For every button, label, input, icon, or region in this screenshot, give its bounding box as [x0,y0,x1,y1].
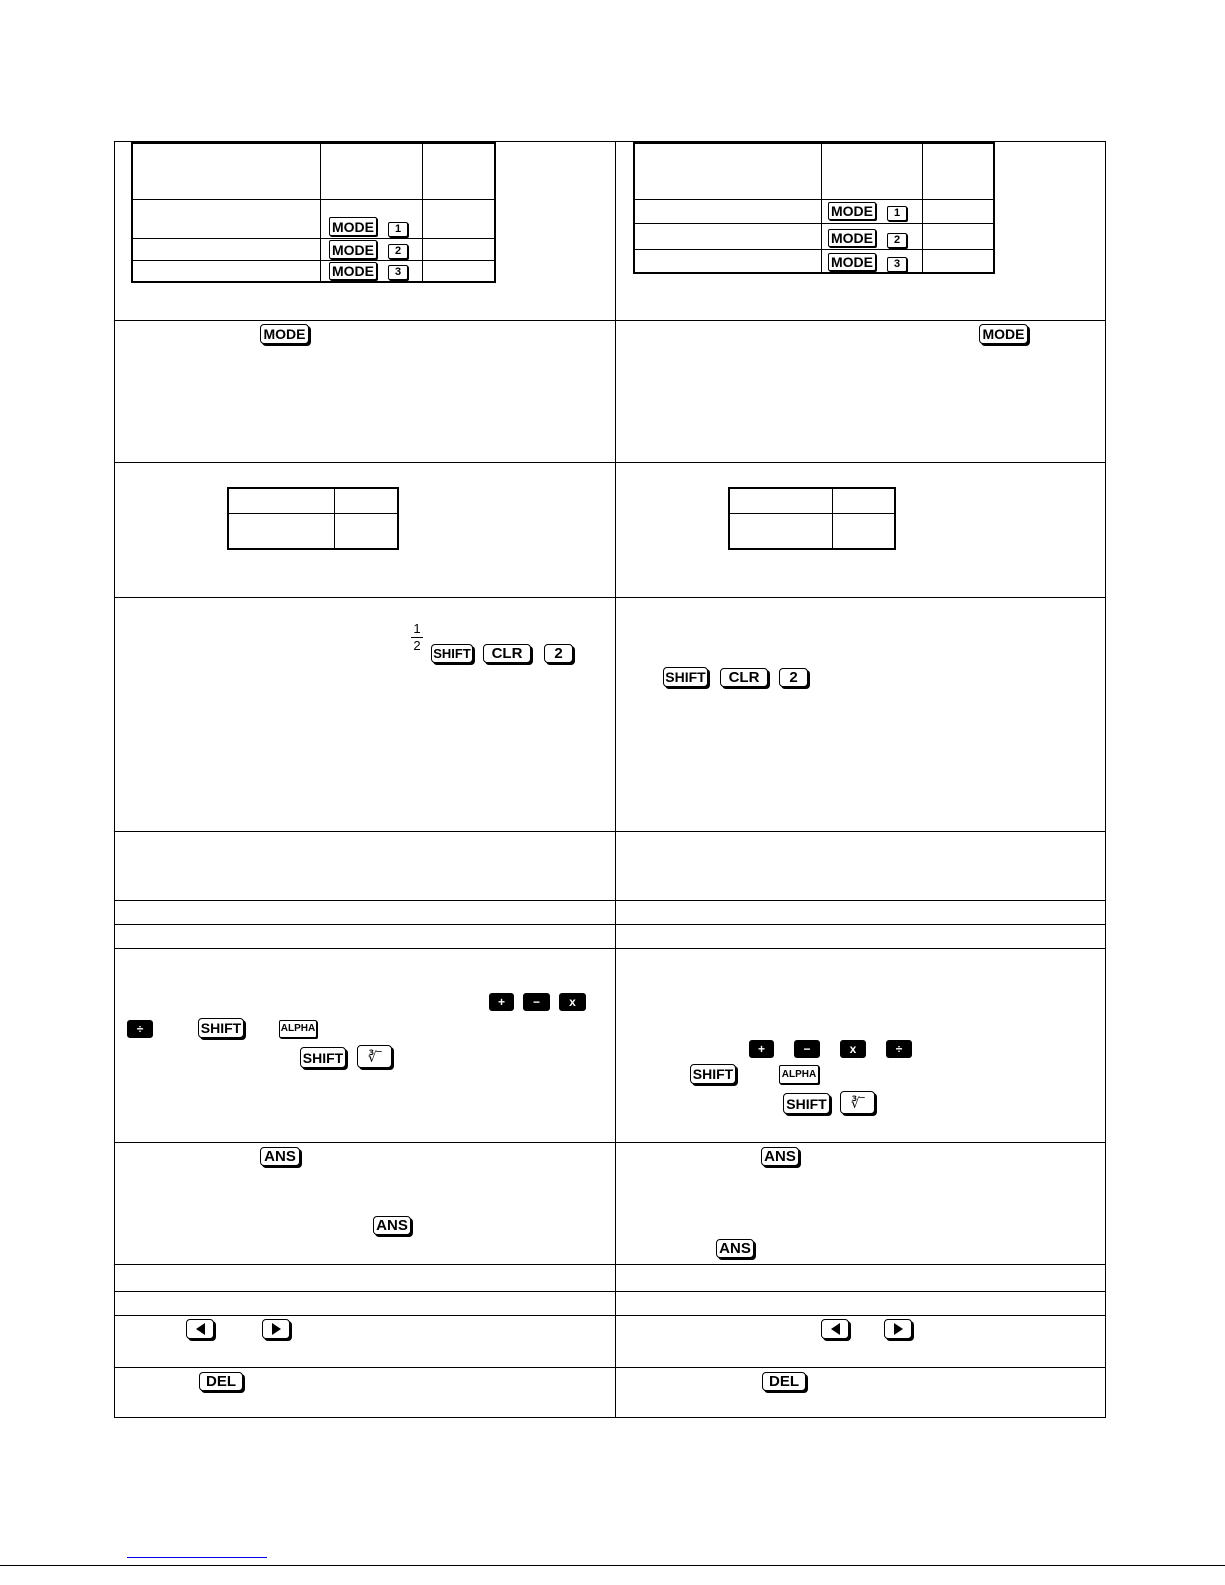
two-key[interactable]: 2 [887,233,907,248]
divide-key[interactable]: ÷ [886,1040,912,1058]
shift-key[interactable]: SHIFT [663,667,708,687]
ans-key[interactable]: ANS [373,1216,411,1235]
two-key[interactable]: 2 [544,644,573,663]
row-separator [115,1291,1105,1292]
small-table-right [728,487,896,550]
right-arrow-icon [272,1323,281,1335]
times-key[interactable]: x [559,993,586,1011]
minus-key[interactable]: − [794,1040,820,1058]
one-key[interactable]: 1 [887,206,907,221]
row-separator [115,1142,1105,1143]
mode-key[interactable]: MODE [828,202,876,220]
row-separator [115,924,1105,925]
left-arrow-key[interactable] [186,1319,214,1339]
del-key[interactable]: DEL [199,1372,243,1391]
plus-key[interactable]: + [749,1040,774,1058]
shift-key[interactable]: SHIFT [198,1018,244,1038]
clr-key[interactable]: CLR [720,668,768,687]
alpha-key[interactable]: ALPHA [279,1020,317,1038]
shift-key[interactable]: SHIFT [690,1064,736,1084]
one-key[interactable]: 1 [388,222,408,237]
fraction-denominator: 2 [413,638,421,653]
row-separator [115,1367,1105,1368]
mode-table-left [131,142,496,283]
fraction-numerator: 1 [413,621,421,636]
minus-key[interactable]: − [523,993,550,1011]
mode-table-right [633,142,995,274]
ans-key[interactable]: ANS [761,1147,799,1166]
footer-rule [0,1565,1225,1566]
shift-key[interactable]: SHIFT [783,1093,830,1114]
fraction-half [409,622,425,653]
row-separator [115,462,1105,463]
mode-key[interactable]: MODE [329,217,377,236]
mode-key[interactable]: MODE [329,262,377,280]
column-divider [615,142,616,1417]
left-arrow-icon [831,1323,840,1335]
right-arrow-key[interactable] [884,1319,912,1339]
three-key[interactable]: 3 [887,257,907,272]
footer-link-underline[interactable] [127,1557,267,1558]
two-key[interactable]: 2 [779,668,808,687]
right-arrow-key[interactable] [262,1319,290,1339]
three-key[interactable]: 3 [388,265,408,280]
row-separator [115,1264,1105,1265]
left-arrow-icon [196,1323,205,1335]
row-separator [115,1315,1105,1316]
mode-key[interactable]: MODE [979,324,1028,344]
shift-key[interactable]: SHIFT [431,644,473,663]
mode-key[interactable]: MODE [260,324,309,344]
shift-key[interactable]: SHIFT [300,1047,346,1068]
cube-root-key[interactable]: ∛‾ [357,1045,392,1068]
clr-key[interactable]: CLR [483,644,531,663]
mode-key[interactable]: MODE [828,229,876,247]
cube-root-key[interactable]: ∛‾ [840,1091,875,1114]
row-separator [115,320,1105,321]
mode-key[interactable]: MODE [329,240,377,259]
row-separator [115,597,1105,598]
plus-key[interactable]: + [489,993,514,1011]
times-key[interactable]: x [840,1040,866,1058]
small-table-left [227,487,399,550]
ans-key[interactable]: ANS [260,1147,300,1166]
right-arrow-icon [894,1323,903,1335]
two-key[interactable]: 2 [388,244,408,259]
alpha-key[interactable]: ALPHA [779,1065,819,1084]
row-separator [115,831,1105,832]
mode-key[interactable]: MODE [828,253,876,271]
ans-key[interactable]: ANS [716,1239,754,1258]
row-separator [115,900,1105,901]
divide-key[interactable]: ÷ [127,1020,153,1038]
del-key[interactable]: DEL [762,1372,806,1391]
left-arrow-key[interactable] [821,1319,849,1339]
row-separator [115,948,1105,949]
